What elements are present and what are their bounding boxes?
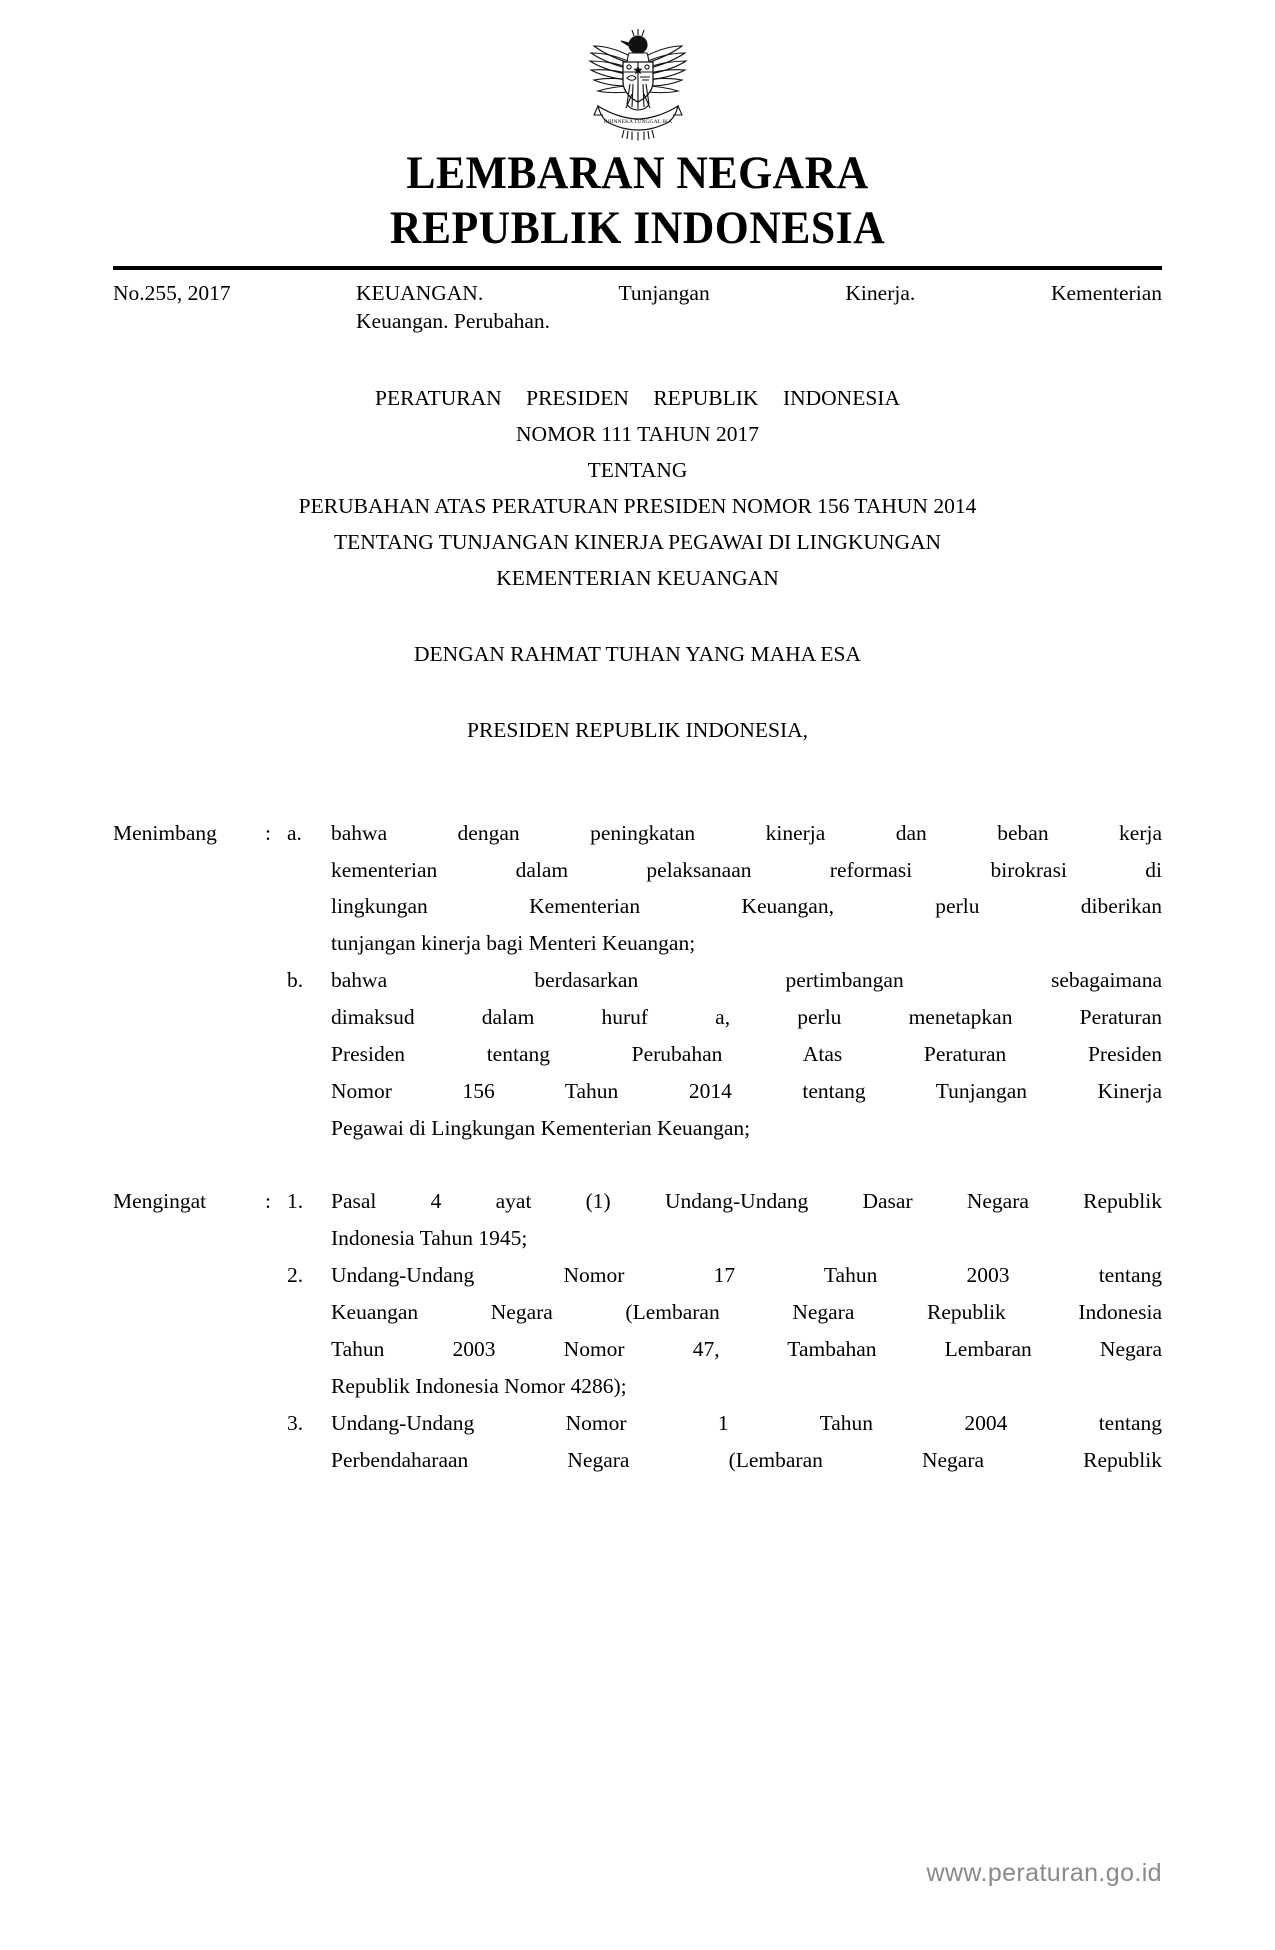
menimbang-b-line-1: bahwa berdasarkan pertimbangan sebagaimana bbox=[331, 968, 1162, 993]
gazette-subject-line-2: Keuangan. Perubahan. bbox=[356, 309, 551, 334]
menimbang-marker-b: b. bbox=[287, 968, 304, 993]
mengingat-2-line-1: Undang-Undang Nomor 17 Tahun 2003 tentang bbox=[331, 1263, 1162, 1288]
signatory-line: PRESIDEN REPUBLIK INDONESIA, bbox=[466, 718, 809, 743]
masthead-line-1: LEMBARAN NEGARA bbox=[406, 147, 869, 199]
menimbang-b-line-5: Pegawai di Lingkungan Kementerian Keuangan; bbox=[331, 1116, 751, 1141]
mengingat-2-line-4: Republik Indonesia Nomor 4286); bbox=[331, 1374, 627, 1399]
mengingat-marker-1: 1. bbox=[287, 1189, 304, 1214]
mengingat-item-2 bbox=[113, 1257, 1162, 1405]
footer-watermark: www.peraturan.go.id bbox=[926, 1859, 1162, 1887]
mengingat-item-3 bbox=[113, 1405, 1162, 1479]
masthead bbox=[150, 146, 1126, 257]
menimbang-b-line-4: Nomor 156 Tahun 2014 tentang Tunjangan Kinerja bbox=[331, 1079, 1162, 1104]
gazette-subject bbox=[356, 279, 1162, 336]
mengingat-2-line-2: Keuangan Negara (Lembaran Negara Republik Indonesia bbox=[331, 1300, 1162, 1325]
spacer-after-invocation bbox=[113, 672, 1162, 712]
menimbang-text-a bbox=[331, 815, 1162, 963]
regulation-title-block bbox=[113, 380, 1162, 597]
menimbang-marker-a: a. bbox=[287, 820, 302, 845]
title-line-3: TENTANG bbox=[587, 457, 688, 482]
mengingat-3-line-1: Undang-Undang Nomor 1 Tahun 2004 tentang bbox=[331, 1411, 1162, 1436]
mengingat-2-line-3: Tahun 2003 Nomor 47, Tambahan Lembaran Negara bbox=[331, 1337, 1162, 1362]
mengingat-text-2 bbox=[331, 1257, 1162, 1405]
title-line-4: PERUBAHAN ATAS PERATURAN PRESIDEN NOMOR 156 TAHUN 2014 bbox=[298, 493, 977, 518]
title-line-1: PERATURAN PRESIDEN REPUBLIK INDONESIA bbox=[375, 385, 900, 410]
title-line-2: NOMOR 111 TAHUN 2017 bbox=[516, 421, 759, 446]
menimbang-colon: : bbox=[265, 820, 271, 845]
menimbang-b-line-3: Presiden tentang Perubahan Atas Peraturan Presiden bbox=[331, 1042, 1162, 1067]
gazette-subject-line-1: KEUANGAN. Tunjangan Kinerja. Kementerian bbox=[356, 280, 1162, 305]
mengingat-label: Mengingat bbox=[113, 1189, 207, 1214]
masthead-divider bbox=[113, 266, 1162, 270]
mengingat-colon: : bbox=[265, 1189, 271, 1214]
invocation-line: DENGAN RAHMAT TUHAN YANG MAHA ESA bbox=[414, 642, 861, 667]
emblem-container bbox=[113, 0, 1162, 140]
mengingat-item-1 bbox=[113, 1183, 1162, 1257]
menimbang-item-b bbox=[113, 962, 1162, 1147]
mengingat-3-line-2: Perbendaharaan Negara (Lembaran Negara Republik bbox=[331, 1448, 1162, 1473]
menimbang-a-line-1: bahwa dengan peningkatan kinerja dan beban kerja bbox=[331, 820, 1162, 845]
menimbang-b-line-2: dimaksud dalam huruf a, perlu menetapkan Peraturan bbox=[331, 1005, 1162, 1030]
title-line-5: TENTANG TUNJANGAN KINERJA PEGAWAI DI LINGKUNGAN bbox=[333, 530, 942, 555]
mengingat-1-line-1: Pasal 4 ayat (1) Undang-Undang Dasar Negara Republik bbox=[331, 1189, 1162, 1214]
menimbang-item-a bbox=[113, 815, 1162, 963]
spacer-between-clause-blocks bbox=[113, 1147, 1162, 1183]
mengingat-text-1 bbox=[331, 1183, 1162, 1257]
clauses-section bbox=[113, 815, 1162, 1479]
mengingat-1-line-2: Indonesia Tahun 1945; bbox=[331, 1226, 528, 1251]
gazette-number: No.255, 2017 bbox=[113, 280, 231, 305]
menimbang-label: Menimbang bbox=[113, 820, 217, 845]
spacer-after-title bbox=[113, 596, 1162, 636]
menimbang-a-line-4: tunjangan kinerja bagi Menteri Keuangan; bbox=[331, 931, 696, 956]
mengingat-marker-3: 3. bbox=[287, 1411, 304, 1436]
emblem-motto-text: BHINNEKA TUNGGAL IKA bbox=[603, 119, 672, 125]
title-line-6: KEMENTERIAN KEUANGAN bbox=[496, 566, 779, 591]
gazette-header-row bbox=[113, 279, 1162, 336]
masthead-line-2: REPUBLIK INDONESIA bbox=[389, 202, 886, 255]
mengingat-marker-2: 2. bbox=[287, 1263, 304, 1288]
menimbang-text-b bbox=[331, 962, 1162, 1147]
mengingat-text-3 bbox=[331, 1405, 1162, 1479]
menimbang-a-line-3: lingkungan Kementerian Keuangan, perlu diberikan bbox=[331, 894, 1162, 919]
menimbang-a-line-2: kementerian dalam pelaksanaan reformasi birokrasi di bbox=[331, 857, 1162, 882]
garuda-pancasila-emblem bbox=[572, 22, 704, 147]
